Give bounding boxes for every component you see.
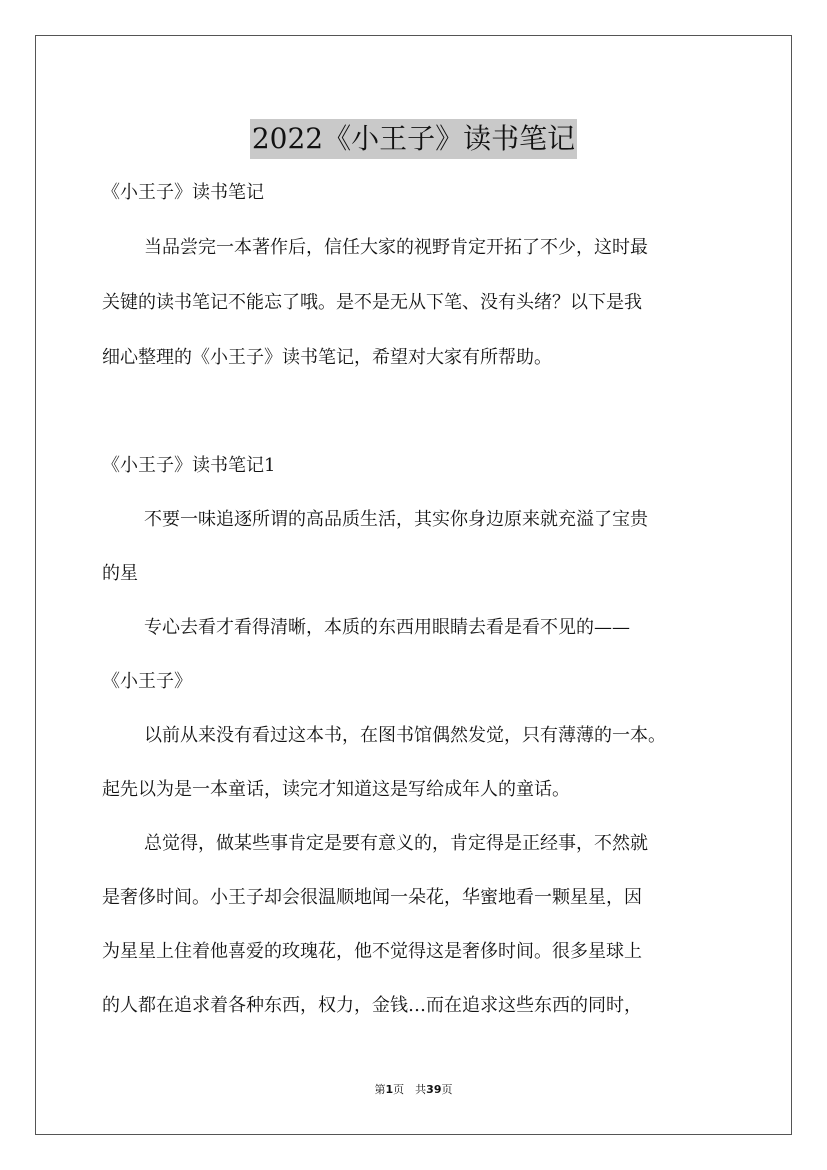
footer-page-suffix: 页 — [441, 1083, 453, 1096]
page-footer — [0, 1082, 827, 1098]
section-heading: 《小王子》读书笔记 — [102, 182, 264, 203]
document-title: 2022《小王子》读书笔记 — [250, 119, 577, 159]
footer-page-mid: 页 共 — [393, 1083, 427, 1096]
paragraph-line: 不要一味追逐所谓的高品质生活，其实你身边原来就充溢了宝贵 — [144, 509, 648, 530]
paragraph-line: 的星 — [102, 563, 138, 584]
section-heading: 《小王子》读书笔记1 — [102, 455, 276, 476]
paragraph-line: 专心去看才看得清晰，本质的东西用眼睛去看是看不见的—— — [144, 617, 630, 638]
paragraph-line: 为星星上住着他喜爱的玫瑰花，他不觉得这是奢侈时间。很多星球上 — [102, 941, 642, 962]
footer-page-number: 1 — [385, 1083, 394, 1096]
paragraph-line: 的人都在追求着各种东西，权力，金钱…而在追求这些东西的同时， — [102, 995, 642, 1016]
paragraph-line: 以前从来没有看过这本书，在图书馆偶然发觉，只有薄薄的一本。 — [144, 725, 666, 746]
footer-page-total: 39 — [426, 1083, 442, 1096]
paragraph-line: 是奢侈时间。小王子却会很温顺地闻一朵花，华蜜地看一颗星星，因 — [102, 887, 642, 908]
footer-page-prefix: 第 — [374, 1083, 386, 1096]
paragraph-line: 关键的读书笔记不能忘了哦。是不是无从下笔、没有头绪？以下是我 — [102, 292, 642, 313]
paragraph-line: 当品尝完一本著作后，信任大家的视野肯定开拓了不少，这时最 — [144, 237, 648, 258]
paragraph-line: 起先以为是一本童话，读完才知道这是写给成年人的童话。 — [102, 779, 570, 800]
paragraph-line: 总觉得，做某些事肯定是要有意义的，肯定得是正经事，不然就 — [144, 833, 648, 854]
paragraph-line: 细心整理的《小王子》读书笔记，希望对大家有所帮助。 — [102, 347, 552, 368]
paragraph-line: 《小王子》 — [102, 671, 192, 692]
title-container — [0, 100, 827, 178]
